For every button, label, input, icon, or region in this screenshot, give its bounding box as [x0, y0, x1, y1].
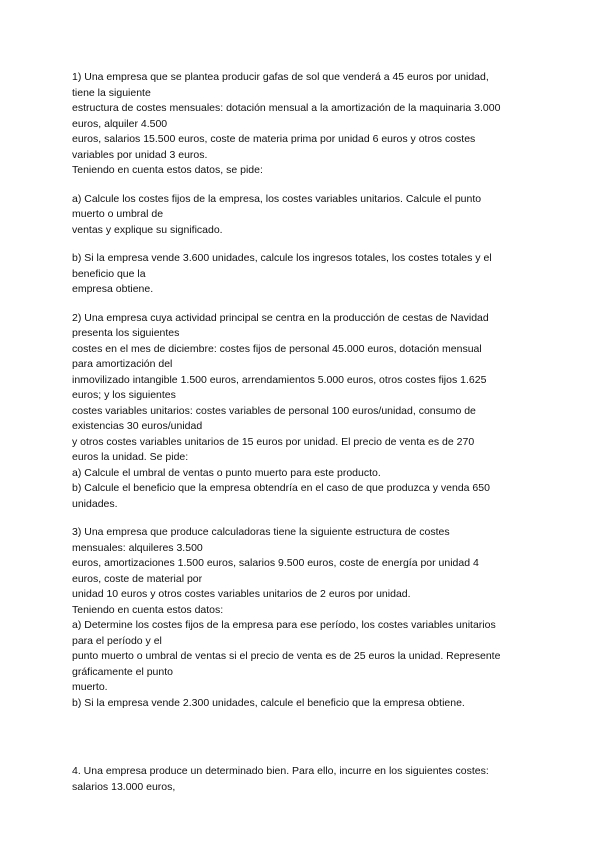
text-line: euros, alquiler 4.500	[72, 117, 168, 130]
text-line: para amortización del	[72, 358, 173, 370]
text-line: y otros costes variables unitarios de 15 euros por unidad. El precio de venta es de 270	[72, 435, 475, 448]
question-3	[72, 525, 532, 711]
text-line: a) Calcule los costes fijos de la empresa, los costes variables unitarios. Calcule el punto	[72, 192, 482, 205]
text-line: muerto.	[72, 681, 108, 693]
text-line: b) Si la empresa vende 3.600 unidades, calcule los ingresos totales, los costes totales y el	[72, 252, 492, 264]
spacer	[72, 724, 532, 764]
text-line: euros, coste de material por	[72, 572, 203, 585]
text-line: presenta los siguientes	[72, 327, 180, 339]
text-line: euros, salarios 15.500 euros, coste de materia prima por unidad 6 euros y otros costes	[72, 133, 476, 145]
text-line: salarios 13.000 euros,	[72, 780, 176, 793]
question-1-intro	[72, 70, 532, 179]
text-line: euros; y los siguientes	[72, 389, 176, 401]
text-line: beneficio que la	[72, 267, 146, 280]
text-line: mensuales: alquileres 3.500	[72, 541, 203, 554]
text-line: 2) Una empresa cuya actividad principal se centra en la producción de cestas de Navidad	[72, 311, 489, 324]
document-content	[72, 70, 532, 808]
question-1b	[72, 251, 532, 298]
text-line: costes en el mes de diciembre: costes fijos de personal 45.000 euros, dotación mensual	[72, 342, 482, 355]
text-line: inmovilizado intangible 1.500 euros, arrendamientos 5.000 euros, otros costes fijos 1.625	[72, 373, 487, 386]
text-line: punto muerto o umbral de ventas si el precio de venta es de 25 euros la unidad. Represente	[72, 650, 501, 662]
text-line: tiene la siguiente	[72, 86, 151, 99]
text-line: gráficamente el punto	[72, 665, 173, 678]
text-line: muerto o umbral de	[72, 208, 164, 220]
question-1a	[72, 192, 532, 239]
text-line: b) Calcule el beneficio que la empresa obtendría en el caso de que produzca y venda 650	[72, 482, 490, 494]
text-line: unidad 10 euros y otros costes variables unitarios de 2 euros por unidad.	[72, 588, 411, 600]
text-line: ventas y explique su significado.	[72, 223, 223, 236]
question-4	[72, 764, 532, 795]
text-line: existencias 30 euros/unidad	[72, 420, 203, 432]
text-line: variables por unidad 3 euros.	[72, 148, 208, 161]
text-line: a) Calcule el umbral de ventas o punto muerto para este producto.	[72, 466, 381, 479]
text-line: Teniendo en cuenta estos datos, se pide:	[72, 164, 263, 176]
text-line: empresa obtiene.	[72, 283, 154, 295]
text-line: 4. Una empresa produce un determinado bien. Para ello, incurre en los siguientes costes:	[72, 765, 489, 777]
text-line: Teniendo en cuenta estos datos:	[72, 603, 224, 616]
text-line: a) Determine los costes fijos de la empresa para ese período, los costes variables unitarios	[72, 619, 496, 631]
text-line: costes variables unitarios: costes variables de personal 100 euros/unidad, consumo de	[72, 404, 476, 417]
text-line: euros la unidad. Se pide:	[72, 451, 189, 463]
text-line: 3) Una empresa que produce calculadoras tiene la siguiente estructura de costes	[72, 526, 450, 538]
text-line: euros, amortizaciones 1.500 euros, salarios 9.500 euros, coste de energía por unidad 4	[72, 557, 479, 569]
text-line: unidades.	[72, 497, 118, 510]
question-2	[72, 311, 532, 513]
text-line: 1) Una empresa que se plantea producir gafas de sol que venderá a 45 euros por unidad,	[72, 71, 489, 83]
text-line: para el período y el	[72, 634, 162, 647]
text-line: estructura de costes mensuales: dotación mensual a la amortización de la maquinaria 3.000	[72, 102, 501, 114]
text-line: b) Si la empresa vende 2.300 unidades, calcule el beneficio que la empresa obtiene.	[72, 696, 465, 709]
